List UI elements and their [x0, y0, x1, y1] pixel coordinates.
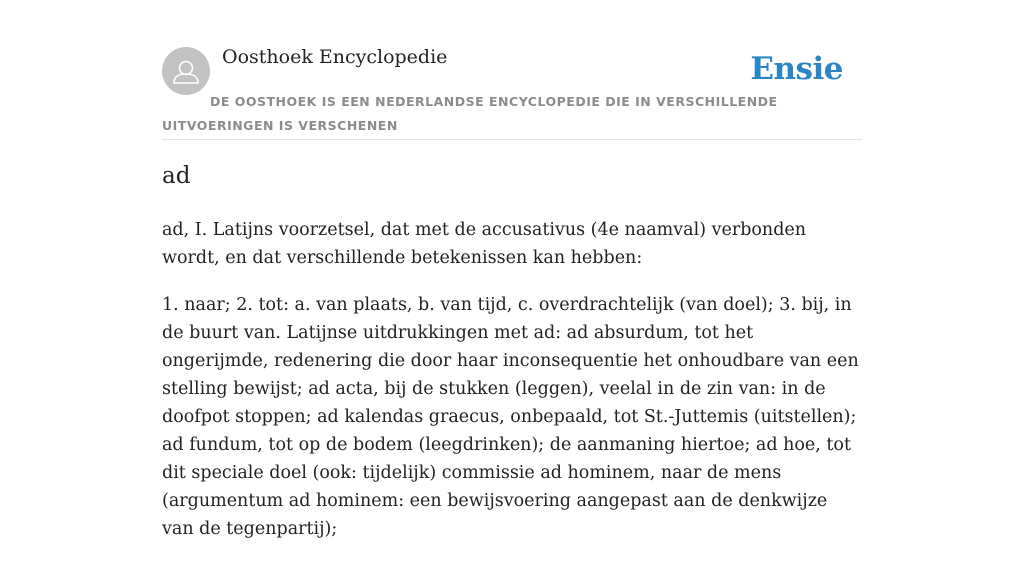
site-tagline: DE OOSTHOEK IS EEN NEDERLANDSE ENCYCLOPEDIE DIE IN VERSCHILLENDE UITVOERINGEN IS VERSCHENEN [162, 94, 778, 133]
site-title[interactable]: Oosthoek Encyclopedie [222, 46, 448, 68]
article-paragraph: 1. naar; 2. tot: a. van plaats, b. van tijd, c. overdrachtelijk (van doel); 3. bij, in de buurt van. Latijnse uitdrukkingen met ad: ad absurdum, tot het ongerijmde, redenering die door haar inconsequentie het onhoudbare van een stelling bewijst; ad acta, bij de stukken (leggen), veelal in de zin van: in de doofpot stoppen; ad kalendas graecus, onbepaald, tot St.-Juttemis (uitstellen); ad fundum, tot op de bodem (leegdrinken); de aanmaning hiertoe; ad hoe, tot dit speciale doel (ook: tijdelijk) commissie ad hominem, naar de mens (argumentum ad hominem: een bewijsvoering aangepast aan de denkwijze van de tegenpartij); [162, 295, 859, 539]
article-headword: ad [162, 163, 191, 189]
article-body [162, 216, 862, 562]
avatar-silhouette-icon [162, 47, 210, 95]
ensie-logo[interactable]: Ensie [750, 51, 843, 87]
page-header [162, 0, 862, 140]
page-wrapper [162, 0, 862, 539]
user-avatar-icon[interactable] [162, 47, 210, 95]
article-paragraph: ad, I. Latijns voorzetsel, dat met de accusativus (4e naamval) verbonden wordt, en dat verschillende betekenissen kan hebben: [162, 220, 807, 268]
